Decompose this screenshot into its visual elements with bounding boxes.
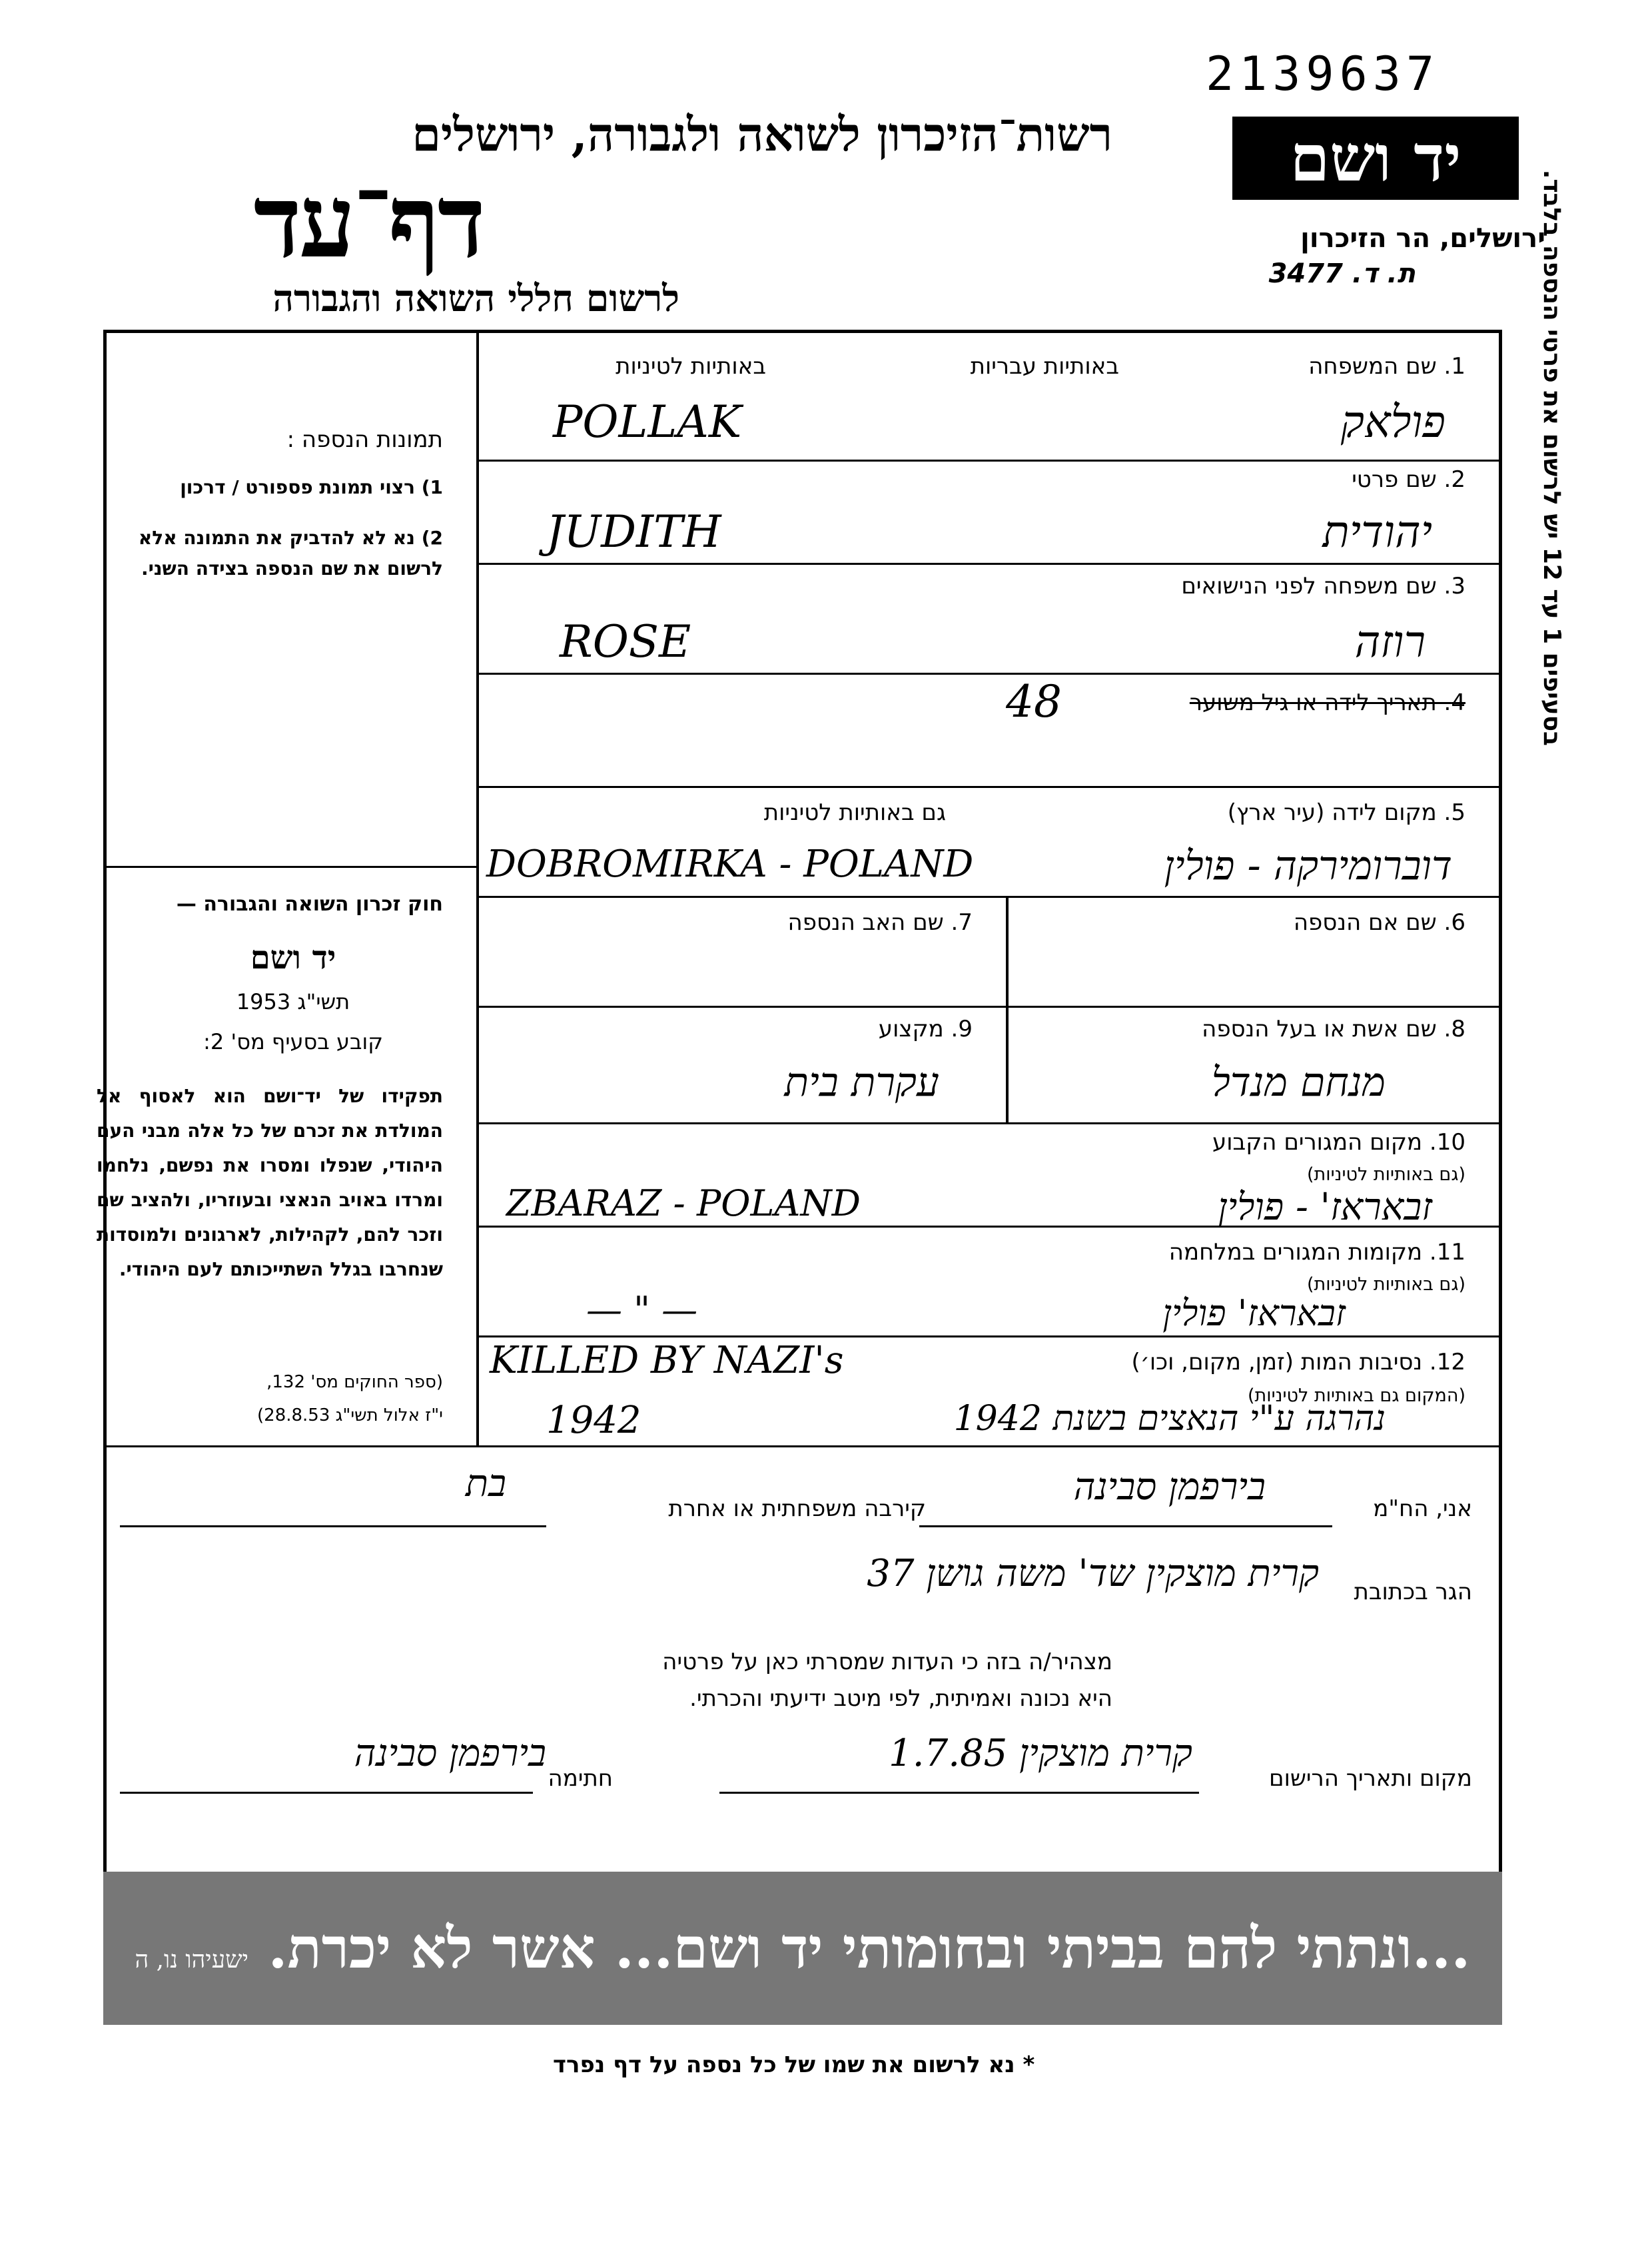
relation-line — [120, 1525, 546, 1527]
serial-number: 2139637 — [1206, 47, 1440, 101]
split-line — [1006, 1006, 1009, 1122]
declarant-label: אני, הח"מ — [1373, 1495, 1472, 1522]
field-11-sub: (גם באותיות לטיניות) — [1306, 1274, 1465, 1295]
place-date-line — [719, 1792, 1199, 1794]
statement-line-2: היא נכונה ואמיתית, לפי מיטב ידיעתי והכרתי. — [689, 1685, 1112, 1712]
declarant-line — [919, 1525, 1332, 1527]
row-divider — [476, 1006, 1502, 1008]
law-year: תשי"ג 1953 — [236, 989, 350, 1014]
form-subtitle: לרשום חללי השואה והגבורה — [272, 276, 679, 320]
field-11-value-hebrew: זבאראז' פולין — [1162, 1292, 1346, 1334]
relation-label: קירבה משפחתית או אחרת — [668, 1495, 926, 1522]
field-10-label: 10. מקום המגורים הקבוע — [1212, 1129, 1465, 1156]
place-date-value: קרית מוצקין 1.7.85 — [889, 1732, 1192, 1775]
yad-vashem-logo: יד ושם — [1232, 117, 1519, 200]
photo-note-2: 2) נא לא להדביק את התמונה אלא לרשום את שם הנספה בצידה השני. — [138, 527, 443, 579]
field-2-value-latin: JUDITH — [546, 506, 721, 558]
place-date-label: מקום ותאריך הרישום — [1269, 1765, 1472, 1792]
field-12-sub: (המקום גם באותיות לטיניות) — [1247, 1385, 1465, 1406]
banner-source: ישעיהו נו, ה — [135, 1946, 249, 1974]
margin-note — [1532, 169, 1572, 1425]
row-divider — [476, 786, 1502, 788]
declarant-name: בירפמן סבינה — [1073, 1465, 1266, 1509]
field-12-value-latin-1: KILLED BY NAZI's — [490, 1339, 844, 1382]
field-3-value-hebrew: רוזה — [1354, 616, 1426, 667]
statement-line-1: מצהיר/ה בזה כי העדות שמסרתי כאן על פרטיה — [662, 1649, 1112, 1675]
row-divider — [476, 1335, 1502, 1337]
field-11-label: 11. מקומות המגורים במלחמה — [1168, 1239, 1465, 1266]
law-title: חוק זכרון השואה והגבורה — — [176, 893, 443, 916]
field-12-value-latin-2: 1942 — [546, 1399, 641, 1442]
row-divider — [103, 1445, 1502, 1447]
field-8-value: מנחם מנדל — [1211, 1059, 1386, 1106]
field-10-value-latin: ZBARAZ - POLAND — [506, 1182, 861, 1224]
logo-address: ירושלים, הר הזיכרון — [1300, 223, 1545, 254]
field-3-label: 3. שם משפחה לפני הנישואים — [1181, 573, 1465, 599]
footer-note: * נא לרשום את שמו של כל נספה על דף נפרד — [553, 2052, 1035, 2078]
banner-quote: ...ונתתי להם בביתי ובחומותי יד ושם... אשר לא יכרת. — [268, 1915, 1471, 1981]
form-title: דף־עד — [253, 163, 483, 280]
signature-line — [120, 1792, 533, 1794]
row-divider — [476, 673, 1502, 675]
quote-banner — [103, 1872, 1502, 2025]
field-12-value-hebrew: נהרגה ע"י הנאצים בשנת 1942 — [953, 1399, 1386, 1439]
field-4-value: 48 — [1006, 676, 1062, 727]
field-5-latin-label: גם באותיות לטיניות — [763, 799, 946, 826]
law-name: יד ושם — [250, 939, 336, 976]
field-5-value-hebrew: דוברומירקה - פולין — [1164, 843, 1452, 889]
row-divider — [476, 460, 1502, 462]
signature-value: בירפמן סבינה — [354, 1732, 546, 1775]
field-10-value-hebrew: זבאראז' - פולין — [1218, 1186, 1432, 1229]
column-divider — [476, 330, 479, 1445]
address-value: קרית מוצקין שד' משה גושן 37 — [867, 1552, 1319, 1595]
law-text: תפקידו של יד־ושם הוא לאסוף אל המולדת את זכרם של כל אלה מבני העם היהודי, שנפלו ומסרו את נפשם, נלחמו ומרדו באויב הנאצי ובעוזריו, ולהציב שם וזכר להם, לקהילות, לארגונים ולמוסדות שנחרבו בגלל השתייכותם לעם היהודי. — [97, 1085, 443, 1280]
field-2-value-hebrew: יהודית — [1322, 506, 1432, 558]
margin-note-text: בסעיפים 1 עד 12 יש לרשום את פרטי הנספה בלבד. — [1538, 169, 1565, 746]
field-1-value-latin: POLLAK — [553, 396, 742, 448]
law-clause: קובע בסעיף מס' 2: — [203, 1029, 383, 1054]
row-divider — [476, 896, 1502, 898]
field-9-label: 9. מקצוע — [878, 1016, 973, 1042]
field-7-label: 7. שם האב הנספה — [787, 909, 973, 936]
field-5-label: 5. מקום לידה (עיר ארץ) — [1227, 799, 1465, 826]
authority-title: רשות־הזיכרון לשואה ולגבורה, ירושלים — [412, 107, 1112, 162]
field-12-label: 12. נסיבות המות (זמן, מקום, וכו׳) — [1131, 1349, 1465, 1375]
photo-heading: תמונות הנספה : — [286, 426, 443, 453]
address-label: הגר בכתובת — [1354, 1579, 1472, 1605]
row-divider — [476, 563, 1502, 565]
relation-value: בת — [465, 1462, 506, 1505]
field-1-value-hebrew: פולאק — [1340, 396, 1446, 448]
signature-label: חתימה — [548, 1765, 613, 1792]
field-8-label: 8. שם אשת או בעל הנספה — [1202, 1016, 1465, 1042]
field-6-label: 6. שם אם הנספה — [1293, 909, 1465, 936]
field-1-hebrew-label: באותיות עבריות — [970, 353, 1119, 380]
law-date: י"ז אלול תשי"ג 28.8.53) — [257, 1405, 443, 1425]
row-divider — [476, 1122, 1502, 1124]
field-5-value-latin: DOBROMIRKA - POLAND — [486, 843, 974, 886]
field-3-value-latin: ROSE — [560, 616, 691, 667]
logo-pobox: ת. ד. 3477 — [1268, 258, 1416, 289]
field-2-label: 2. שם פרטי — [1352, 466, 1465, 493]
field-4-label: 4. תאריך לידה או גיל משוער — [1189, 689, 1465, 716]
field-9-value: עקרת בית — [784, 1059, 939, 1106]
field-10-sub: (גם באותיות לטיניות) — [1306, 1164, 1465, 1185]
field-1-latin-label: באותיות לטיניות — [616, 353, 766, 380]
field-1-label: 1. שם המשפחה — [1308, 353, 1465, 380]
photo-note-1: 1) רצוי תמונת פספורט / דרכון — [180, 476, 443, 498]
law-ref: (ספר החוקים מס' 132, — [266, 1372, 443, 1392]
sidebar-divider — [103, 866, 476, 868]
split-line — [1006, 896, 1009, 1006]
field-11-value-latin: — " — — [586, 1289, 698, 1331]
